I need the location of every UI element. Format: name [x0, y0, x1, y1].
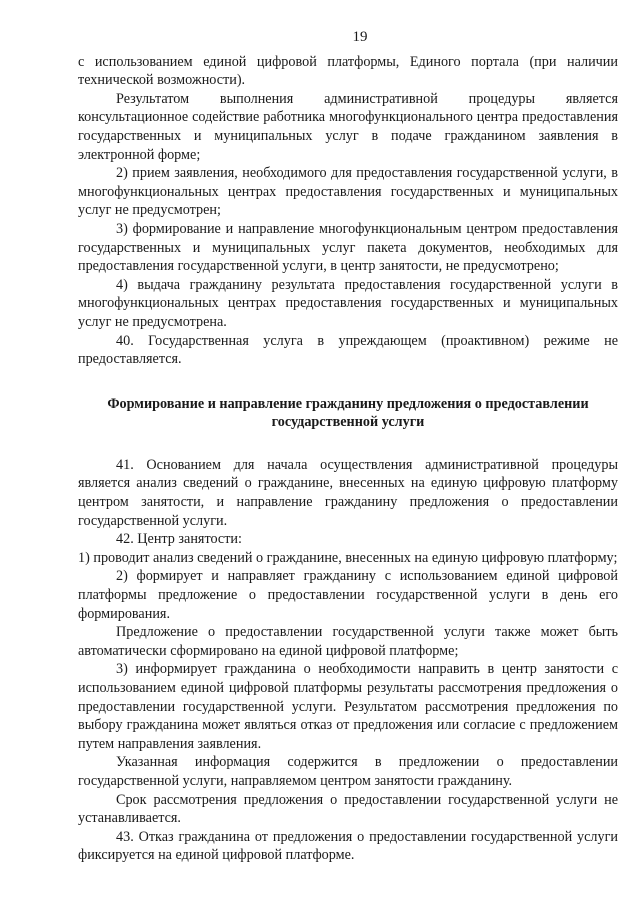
paragraph: 43. Отказ гражданина от предложения о предоставлении государственной услуги фиксируется на единой цифровой платформе. [78, 828, 618, 864]
paragraph: 4) выдача гражданину результата предоставления государственной услуги в многофункциональных центрах предоставления государственных и муниципальных услуг не предусмотрена. [78, 276, 618, 330]
paragraph: 3) формирование и направление многофункциональным центром предоставления государственных и муниципальных услуг пакета документов, необходимых для предоставления государственной услуги, в центр занятости, не предусмотрено; [78, 220, 618, 275]
paragraph: с использованием единой цифровой платформы, Единого портала (при наличии технической возможности). [78, 53, 618, 89]
document-page [78, 28, 618, 865]
section-heading: Формирование и направление гражданину предложения о предоставлении государственной услуги [107, 395, 589, 431]
paragraph: 2) формирует и направляет гражданину с использованием единой цифровой платформы предложение о предоставлении государственной услуги в день его формирования. [78, 568, 618, 622]
paragraph: 3) информирует гражданина о необходимости направить в центр занятости с использованием единой цифровой платформы результаты рассмотрения предложения о предоставлении государственной услуги. Результатом рассмотрения предложения по выбору гражданина может являться отказ от предложения или согласие с предложением путем направления заявления. [78, 661, 618, 752]
paragraph: 1) проводит анализ сведений о гражданине, внесенных на единую цифровую платформу; [78, 549, 618, 566]
paragraph: Предложение о предоставлении государственной услуги также может быть автоматически сформировано на единой цифровой платформе; [78, 624, 618, 659]
paragraph-group-top [78, 53, 618, 369]
paragraph: Указанная информация содержится в предложении о предоставлении государственной услуги, направляемом центром занятости гражданину. [78, 754, 618, 789]
paragraph: 2) прием заявления, необходимого для предоставления государственной услуги, в многофункциональных центрах предоставления государственных и муниципальных услуг не предусмотрен; [78, 165, 618, 219]
paragraph: Результатом выполнения административной процедуры является консультационное содействие работника многофункционального центра предоставления государственных и муниципальных услуг в подаче гражданином заявления в электронной форме; [78, 90, 618, 163]
paragraph: 40. Государственная услуга в упреждающем (проактивном) режиме не предоставляется. [78, 332, 618, 368]
paragraph-group-bottom [78, 456, 618, 865]
paragraph: 42. Центр занятости: [116, 531, 242, 548]
paragraph: Срок рассмотрения предложения о предоставлении государственной услуги не устанавливается. [78, 791, 618, 827]
paragraph: 41. Основанием для начала осуществления административной процедуры является анализ сведений о гражданине, внесенных на единую цифровую платформу центром занятости, и направление гражданину предложения о предоставлении государственной услуги. [78, 456, 618, 529]
page-number: 19 [352, 29, 368, 45]
